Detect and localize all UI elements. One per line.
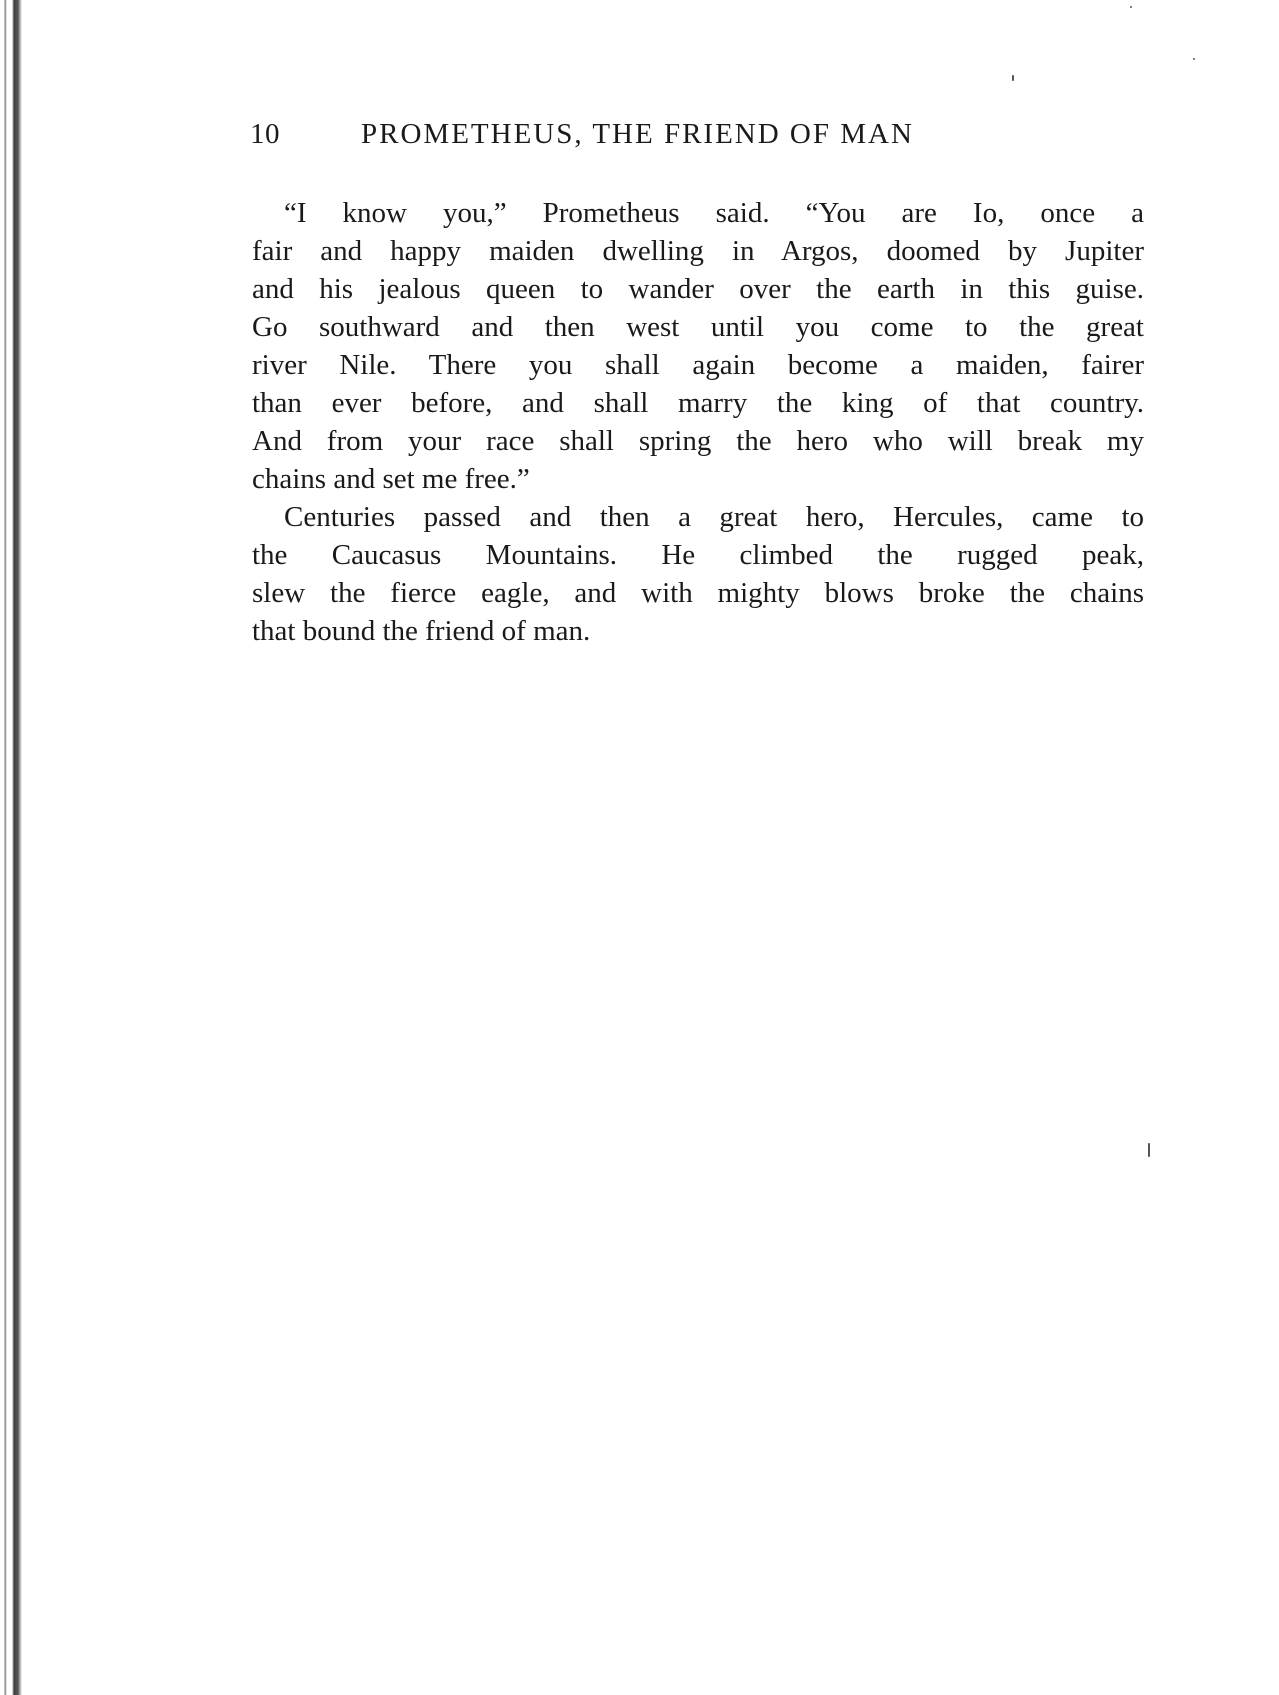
scan-speck <box>1193 58 1195 60</box>
text-line: slew the fierce eagle, and with mighty blows broke the chains <box>252 577 1144 609</box>
text-line: chains and set me free.” <box>252 463 530 495</box>
scan-speck <box>1012 75 1014 81</box>
scan-speck <box>1130 6 1132 8</box>
text-line: river Nile. There you shall again become a maiden, fairer <box>252 349 1144 381</box>
text-line: the Caucasus Mountains. He climbed the rugged peak, <box>252 539 1144 571</box>
running-title: PROMETHEUS, THE FRIEND OF MAN <box>361 118 914 150</box>
scan-speck <box>1148 1143 1150 1157</box>
text-line: “I know you,” Prometheus said. “You are Io, once a <box>284 197 1144 229</box>
text-line: fair and happy maiden dwelling in Argos, doomed by Jupiter <box>252 235 1144 267</box>
body-text <box>252 194 1144 650</box>
text-line: And from your race shall spring the hero who will break my <box>252 425 1144 457</box>
page-header <box>250 118 1038 158</box>
text-line: Centuries passed and then a great hero, Hercules, came to <box>284 501 1144 533</box>
text-line: than ever before, and shall marry the king of that country. <box>252 387 1144 419</box>
page-binding-edge <box>0 0 30 1695</box>
paragraph-io <box>252 194 1144 498</box>
page-number: 10 <box>250 118 280 150</box>
text-line: and his jealous queen to wander over the earth in this guise. <box>252 273 1144 305</box>
paragraph-hercules <box>252 498 1144 650</box>
text-line: that bound the friend of man. <box>252 615 591 647</box>
text-line: Go southward and then west until you come to the great <box>252 311 1144 343</box>
